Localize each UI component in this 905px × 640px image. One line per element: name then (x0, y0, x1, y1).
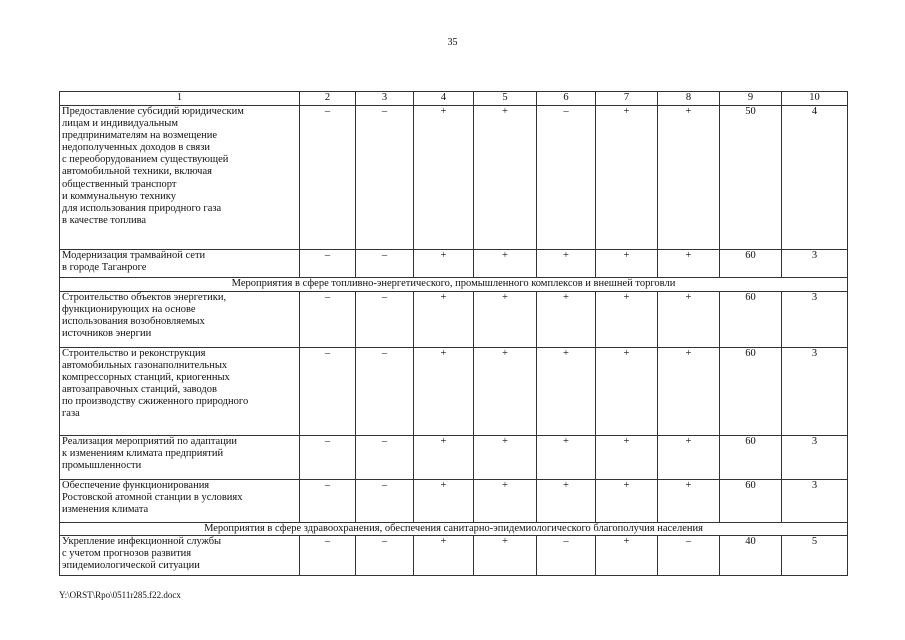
table-cell: + (414, 480, 474, 523)
table-cell: + (658, 292, 720, 348)
table-cell: – (300, 480, 356, 523)
table-cell: 60 (720, 292, 782, 348)
table-cell: + (596, 348, 658, 436)
table-cell: – (537, 536, 596, 576)
table-cell: + (474, 106, 537, 250)
column-number: 5 (474, 92, 537, 106)
table-cell: + (596, 250, 658, 278)
table-cell: – (356, 106, 414, 250)
measures-table (59, 91, 848, 576)
table-cell: + (658, 250, 720, 278)
table-cell: + (658, 348, 720, 436)
table-cell: + (596, 106, 658, 250)
column-number: 1 (60, 92, 300, 106)
table-cell: + (596, 480, 658, 523)
table-cell: + (537, 250, 596, 278)
table-cell: 60 (720, 348, 782, 436)
table-cell: – (300, 436, 356, 480)
table-cell: 60 (720, 480, 782, 523)
table-row (60, 536, 848, 576)
table-cell: + (658, 106, 720, 250)
column-number: 7 (596, 92, 658, 106)
table-cell: + (596, 292, 658, 348)
table-cell: + (474, 480, 537, 523)
table-row (60, 480, 848, 523)
table-cell: + (658, 480, 720, 523)
column-number: 8 (658, 92, 720, 106)
table-cell: 3 (782, 348, 848, 436)
measure-name: Модернизация трамвайной сети в городе Таганроге (60, 250, 300, 278)
file-path: Y:\ORST\Rpo\0511r285.f22.docx (59, 590, 181, 600)
table-cell: 40 (720, 536, 782, 576)
table-cell: + (474, 536, 537, 576)
table-cell: – (356, 292, 414, 348)
section-row (60, 278, 848, 292)
table-cell: 50 (720, 106, 782, 250)
column-number: 4 (414, 92, 474, 106)
measure-name: Обеспечение функционирования Ростовской атомной станции в условиях изменения климата (60, 480, 300, 523)
table-cell: – (658, 536, 720, 576)
table-cell: – (300, 292, 356, 348)
table-cell: 3 (782, 436, 848, 480)
table-cell: + (537, 436, 596, 480)
table-cell: 4 (782, 106, 848, 250)
table-cell: + (414, 348, 474, 436)
table-cell: – (300, 348, 356, 436)
table-cell: + (474, 250, 537, 278)
page-number: 35 (447, 37, 458, 48)
table-cell: + (474, 436, 537, 480)
table-row (60, 436, 848, 480)
column-number: 10 (782, 92, 848, 106)
column-number: 2 (300, 92, 356, 106)
table-cell: 3 (782, 250, 848, 278)
column-number-row (60, 92, 848, 106)
measure-name: Строительство и реконструкция автомобильных газонаполнительных компрессорных станций, криогенных автозаправочных станций, заводов по производству сжиженного природного газа (60, 348, 300, 436)
table-row (60, 292, 848, 348)
table-cell: – (537, 106, 596, 250)
table-cell: 3 (782, 292, 848, 348)
column-number: 3 (356, 92, 414, 106)
measure-name: Строительство объектов энергетики, функционирующих на основе использования возобновляемых источников энергии (60, 292, 300, 348)
table-cell: + (414, 106, 474, 250)
table-cell: – (356, 250, 414, 278)
column-number: 6 (537, 92, 596, 106)
table-cell: + (596, 436, 658, 480)
table-row (60, 106, 848, 250)
table-row (60, 348, 848, 436)
table-cell: + (414, 436, 474, 480)
table-cell: 3 (782, 480, 848, 523)
table-cell: + (474, 348, 537, 436)
table-cell: + (474, 292, 537, 348)
section-row (60, 523, 848, 536)
table-cell: + (414, 536, 474, 576)
measure-name: Реализация мероприятий по адаптации к изменениям климата предприятий промышленности (60, 436, 300, 480)
table-row (60, 250, 848, 278)
table-cell: 60 (720, 250, 782, 278)
table-cell: – (356, 536, 414, 576)
table-cell: – (300, 250, 356, 278)
table-cell: + (537, 348, 596, 436)
section-title: Мероприятия в сфере топливно-энергетического, промышленного комплексов и внешней торговли (60, 278, 848, 292)
measure-name: Укрепление инфекционной службы с учетом прогнозов развития эпидемиологической ситуации (60, 536, 300, 576)
table-cell: – (300, 106, 356, 250)
table-cell: + (537, 480, 596, 523)
table-cell: 5 (782, 536, 848, 576)
table-cell: + (414, 292, 474, 348)
section-title: Мероприятия в сфере здравоохранения, обеспечения санитарно-эпидемиологического благополучия населения (60, 523, 848, 536)
measure-name: Предоставление субсидий юридическим лицам и индивидуальным предпринимателям на возмещение недополученных доходов в связи с переоборудованием существующей автомобильной техники, включая общественный транспорт и коммунальную технику для использования природного газа в качестве топлива (60, 106, 300, 250)
table-cell: – (356, 480, 414, 523)
table-cell: + (658, 436, 720, 480)
table-cell: 60 (720, 436, 782, 480)
column-number: 9 (720, 92, 782, 106)
table-cell: – (356, 436, 414, 480)
table-cell: – (356, 348, 414, 436)
table-cell: + (537, 292, 596, 348)
table-cell: + (596, 536, 658, 576)
table-cell: + (414, 250, 474, 278)
table-cell: – (300, 536, 356, 576)
